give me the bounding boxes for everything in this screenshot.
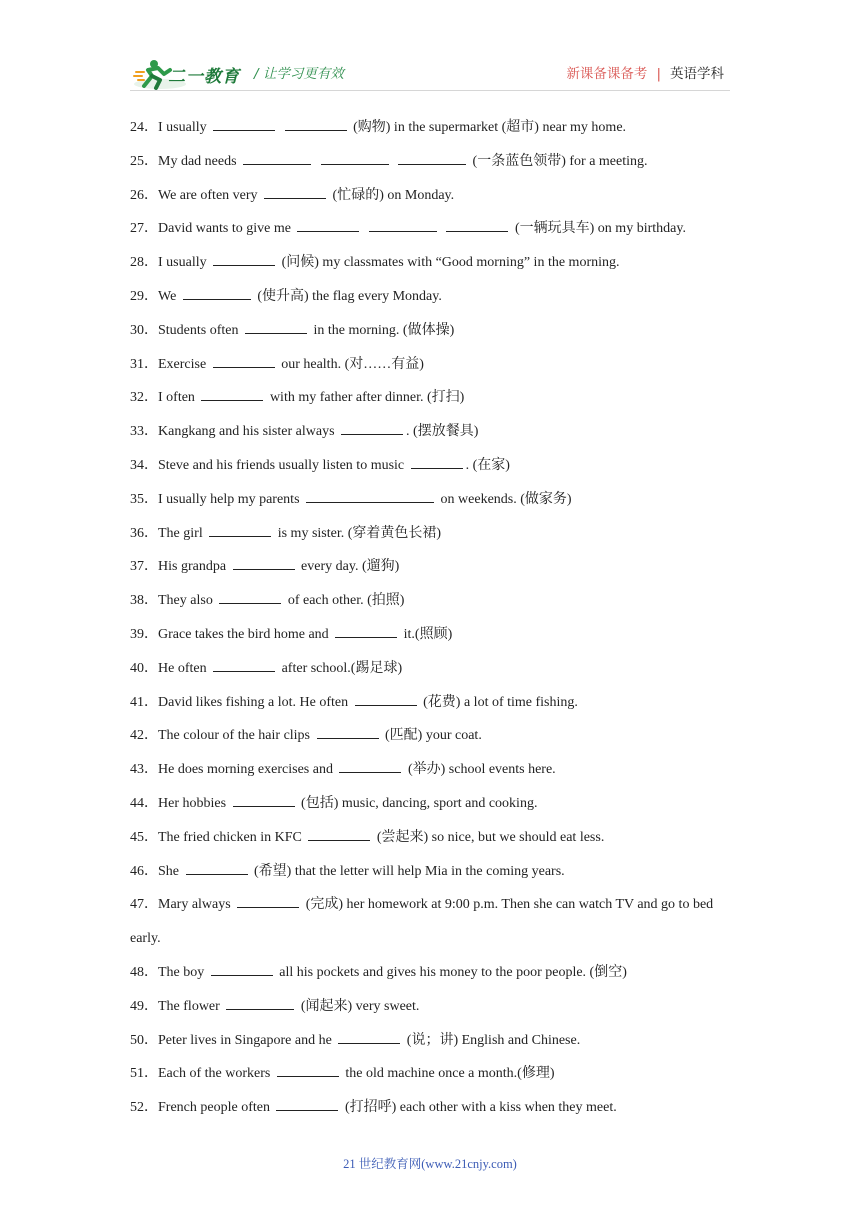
answer-blank[interactable] [411,456,463,469]
question-text: (希望) that the letter will help Mia in the coming years. [250,863,565,879]
answer-blank[interactable] [277,1064,339,1077]
question-item [130,348,732,382]
question-item [130,584,732,618]
page-header [0,0,860,100]
question-text: He does morning exercises and [158,762,337,778]
question-text: (举办) school events here. [404,762,556,778]
question-text [440,221,444,236]
header-slogan: / 让学习更有效 [254,66,344,82]
question-number: 24． [130,120,158,135]
question-item [130,821,732,855]
question-number: 46． [130,863,158,879]
question-text: (说；讲) English and Chinese. [403,1032,581,1048]
question-text: (购物) in the supermarket (超市) near my home. [349,120,627,135]
question-text: Mary always [158,897,235,913]
question-item [130,1091,732,1125]
question-item [130,719,732,753]
question-item [130,855,732,889]
question-text: The girl [158,525,207,541]
header-divider [130,90,730,91]
question-text: the old machine once a month.(修理) [341,1066,555,1082]
question-number: 40． [130,660,158,676]
question-text: of each other. (拍照) [284,593,405,609]
question-number: 37． [130,559,158,575]
question-text: Each of the workers [158,1066,274,1082]
question-item [130,517,732,551]
question-number: 26． [130,187,158,203]
question-item [130,550,732,584]
question-text: . (在家) [465,457,510,473]
question-number: 41． [130,694,158,710]
header-separator: | [656,66,661,82]
question-text: French people often [158,1100,274,1116]
question-text: She [158,863,183,879]
question-number: 43． [130,762,158,778]
question-text: Peter lives in Singapore and he [158,1032,336,1048]
answer-blank[interactable] [285,118,347,131]
question-text [362,221,366,236]
answer-blank[interactable] [201,388,263,401]
question-text: (一辆玩具车) on my birthday. [511,221,686,237]
question-text: Grace takes the bird home and [158,626,333,642]
question-text: We are often very [158,187,262,203]
question-text: The fried chicken in KFC [158,829,306,845]
question-item [130,145,732,179]
question-text: (尝起来) so nice, but we should eat less. [373,829,605,845]
question-item [130,990,732,1024]
question-item [130,111,732,145]
question-number: 36． [130,525,158,541]
question-number: 31． [130,356,158,372]
question-text: I usually [158,255,211,271]
question-number: 30． [130,322,158,338]
question-text: David wants to give me [158,221,295,237]
answer-blank[interactable] [209,524,271,537]
question-number: 28． [130,255,158,271]
question-number: 47． [130,897,158,913]
question-item [130,415,732,449]
question-text: His grandpa [158,559,230,575]
question-number: 27． [130,221,158,237]
question-list [130,111,732,1125]
question-number: 39． [130,626,158,642]
question-text: every day. (遛狗) [297,559,400,575]
question-text: (花费) a lot of time fishing. [419,694,578,710]
answer-blank[interactable] [213,355,275,368]
question-text: I usually [158,120,211,135]
question-text: it.(照顾) [400,626,453,642]
question-text: The colour of the hair clips [158,728,314,744]
answer-blank[interactable] [398,152,466,165]
question-text: . (摆放餐具) [406,424,479,440]
question-item [130,280,732,314]
question-text: all his pockets and gives his money to the poor people. (倒空) [275,964,627,980]
answer-blank[interactable] [233,557,295,570]
question-text: We [158,288,180,304]
question-text: They also [158,593,217,609]
answer-blank[interactable] [306,490,434,503]
question-number: 45． [130,829,158,845]
question-number: 48． [130,964,158,980]
answer-blank[interactable] [237,895,299,908]
question-text: is my sister. (穿着黄色长裙) [274,525,442,541]
answer-blank[interactable] [341,422,403,435]
question-text: after school.(踢足球) [278,660,403,676]
question-number: 33． [130,424,158,440]
question-text: our health. (对……有益) [277,356,424,372]
question-text: I usually help my parents [158,491,304,507]
question-number: 32． [130,390,158,406]
question-text: Kangkang and his sister always [158,424,339,440]
question-item [130,246,732,280]
question-number: 38． [130,593,158,609]
answer-blank[interactable] [233,794,295,807]
question-text: in the morning. (做体操) [310,322,455,338]
question-item [130,787,732,821]
question-item [130,686,732,720]
question-item [130,956,732,990]
answer-blank[interactable] [338,1031,400,1044]
question-item [130,179,732,213]
answer-blank[interactable] [219,591,281,604]
question-item [130,1057,732,1091]
answer-blank[interactable] [297,219,359,232]
answer-blank[interactable] [226,997,294,1010]
question-text: (忙碌的) on Monday. [329,187,455,203]
question-text: with my father after dinner. (打扫) [266,390,465,406]
question-text: I often [158,390,199,406]
question-item [130,888,732,956]
question-item [130,381,732,415]
question-item [130,314,732,348]
question-text: (闻起来) very sweet. [297,998,420,1014]
question-text: Steve and his friends usually listen to music [158,457,408,473]
question-number: 44． [130,795,158,811]
answer-blank[interactable] [213,253,275,266]
question-text: (使升高) the flag every Monday. [253,288,442,304]
question-number: 34． [130,457,158,473]
answer-blank[interactable] [339,760,401,773]
answer-blank[interactable] [335,625,397,638]
question-number: 25． [130,153,158,169]
question-item [130,449,732,483]
header-course-label: 新课备课备考 [566,66,648,82]
answer-blank[interactable] [446,219,508,232]
question-item [130,1024,732,1058]
answer-blank[interactable] [245,321,307,334]
question-text: (包括) music, dancing, sport and cooking. [297,795,538,811]
logo-text: 二一教育 [168,67,240,87]
answer-blank[interactable] [317,726,379,739]
question-number: 51． [130,1066,158,1082]
answer-blank[interactable] [213,118,275,131]
question-number: 50． [130,1032,158,1048]
question-text: (完成) her homework at 9:00 p.m. Then she can watch TV and go to bed early. [130,897,714,947]
question-text [278,120,282,135]
question-text [314,154,318,169]
question-number: 29． [130,288,158,304]
page-footer: 21 世纪教育网(www.21cnjy.com) [343,1157,517,1171]
question-text: (打招呼) each other with a kiss when they meet. [341,1100,617,1116]
answer-blank[interactable] [308,828,370,841]
question-text: The boy [158,964,208,980]
header-subject-label: 英语学科 [670,66,724,82]
answer-blank[interactable] [321,152,389,165]
question-text: The flower [158,998,224,1014]
question-number: 49． [130,998,158,1014]
question-text: My dad needs [158,153,241,169]
answer-blank[interactable] [264,186,326,199]
question-number: 52． [130,1100,158,1116]
question-number: 35． [130,491,158,507]
question-number: 42． [130,728,158,744]
question-text: Exercise [158,356,210,372]
question-item [130,753,732,787]
question-text: (一条蓝色领带) for a meeting. [469,153,648,169]
answer-blank[interactable] [183,287,251,300]
question-item [130,618,732,652]
answer-blank[interactable] [369,219,437,232]
answer-blank[interactable] [186,862,248,875]
question-text [392,154,396,169]
question-item [130,652,732,686]
answer-blank[interactable] [211,963,273,976]
header-right [566,62,724,82]
answer-blank[interactable] [213,659,275,672]
answer-blank[interactable] [243,152,311,165]
question-text: (问候) my classmates with “Good morning” in the morning. [278,255,620,271]
question-item [130,483,732,517]
question-item [130,212,732,246]
question-text: on weekends. (做家务) [437,491,572,507]
answer-blank[interactable] [355,693,417,706]
answer-blank[interactable] [276,1098,338,1111]
question-text: He often [158,660,211,676]
question-text: Students often [158,322,242,338]
question-text: David likes fishing a lot. He often [158,694,352,710]
question-text: (匹配) your coat. [381,728,482,744]
question-text: Her hobbies [158,795,230,811]
